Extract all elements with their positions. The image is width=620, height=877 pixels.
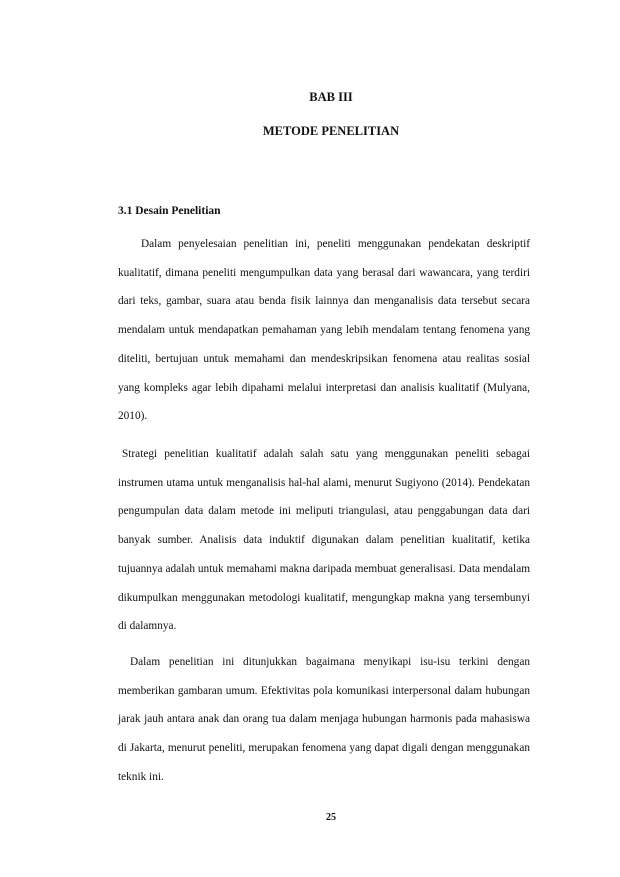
paragraph: Strategi penelitian kualitatif adalah salah satu yang menggunakan peneliti sebagai instrumen utama untuk menganalisis hal-hal alami, menurut Sugiyono (2014). Pendekatan pengumpulan data dalam metode ini meliputi triangulasi, atau penggabungan data dari banyak sumber. Analisis data induktif digunakan dalam penelitian kualitatif, ketika tujuannya adalah untuk memahami makna daripada membuat generalisasi. Data mendalam dikumpulkan menggunakan metodologi kualitatif, mengungkap makna yang tersembunyi di dalamnya.	[118, 448, 530, 633]
chapter-number: BAB III	[309, 90, 353, 104]
section-heading: 3.1 Desain Penelitian	[118, 205, 221, 217]
page-number: 25	[326, 812, 336, 823]
paragraph: Dalam penelitian ini ditunjukkan bagaimana menyikapi isu-isu terkini dengan memberikan gambaran umum. Efektivitas pola komunikasi interpersonal dalam hubungan jarak jauh antara anak dan orang tua dalam menjaga hubungan harmonis pada mahasiswa di Jakarta, menurut peneliti, merupakan fenomena yang dapat digali dengan menggunakan teknik ini.	[118, 656, 530, 783]
paragraph: Dalam penyelesaian penelitian ini, peneliti menggunakan pendekatan deskriptif kualitatif, dimana peneliti mengumpulkan data yang berasal dari wawancara, yang terdiri dari teks, gambar, suara atau benda fisik lainnya dan menganalisis data tersebut secara mendalam untuk mendapatkan pemahaman yang lebih mendalam tentang fenomena yang diteliti, bertujuan untuk memahami dan mendeskripsikan fenomena atau realitas sosial yang kompleks agar lebih dipahami melalui interpretasi dan analisis kualitatif (Mulyana, 2010).	[118, 238, 530, 423]
chapter-title: METODE PENELITIAN	[262, 124, 400, 138]
